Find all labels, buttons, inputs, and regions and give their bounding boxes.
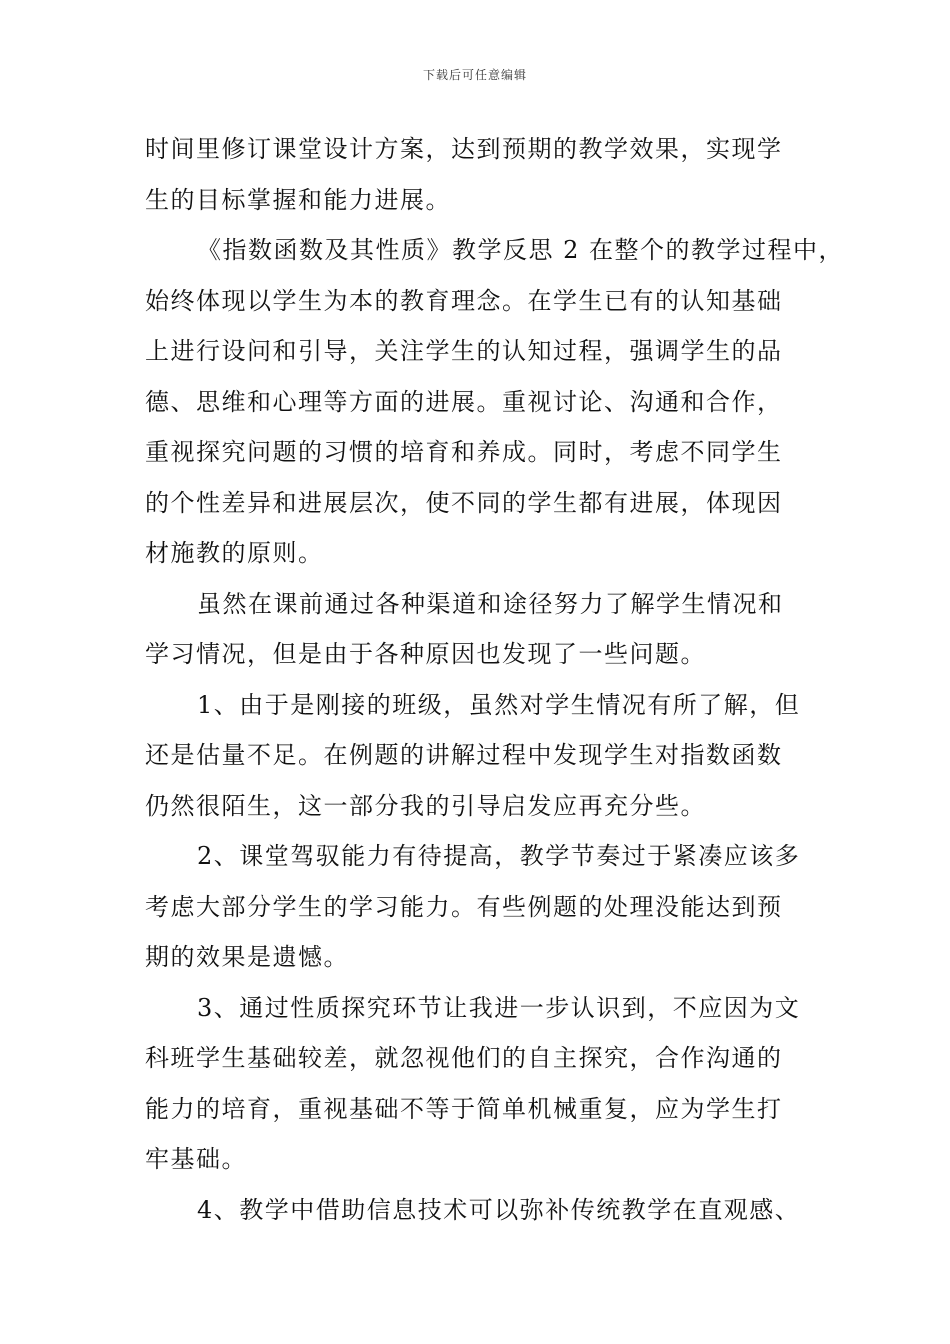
text-line: 仍然很陌生，这一部分我的引导启发应再充分些。 <box>145 791 706 820</box>
paragraph-first-line: 虽然在课前通过各种渠道和途径努力了解学生情况和 <box>197 589 784 618</box>
text-line: 学习情况，但是由于各种原因也发现了一些问题。 <box>145 640 706 668</box>
page-header-note: 下载后可任意编辑 <box>422 68 527 82</box>
paragraph-first-line: 2、课堂驾驭能力有待提高，教学节奏过于紧凑应该多 <box>197 842 801 870</box>
text-line: 的个性差异和进展层次，使不同的学生都有进展，体现因 <box>145 488 783 517</box>
text-line: 材施教的原则。 <box>145 539 324 567</box>
text-line: 牢基础。 <box>145 1145 247 1173</box>
paragraph-first-line: 3、通过性质探究环节让我进一步认识到，不应因为文 <box>197 993 801 1022</box>
text-line: 科班学生基础较差，就忽视他们的自主探究，合作沟通的 <box>145 1044 783 1072</box>
paragraph-first-line: 1、由于是刚接的班级，虽然对学生情况有所了解，但 <box>197 690 801 719</box>
text-line: 能力的培育，重视基础不等于简单机械重复，应为学生打 <box>145 1094 783 1123</box>
paragraph-first-line: 4、教学中借助信息技术可以弥补传统教学在直观感、 <box>197 1195 801 1224</box>
text-line: 还是估量不足。在例题的讲解过程中发现学生对指数函数 <box>145 741 783 769</box>
text-line: 上进行设问和引导，关注学生的认知过程，强调学生的品 <box>145 337 783 365</box>
text-line: 期的效果是遗憾。 <box>145 943 349 971</box>
text-line: 始终体现以学生为本的教育理念。在学生已有的认知基础 <box>145 286 783 315</box>
text-line: 生的目标掌握和能力进展。 <box>145 185 451 214</box>
text-line: 考虑大部分学生的学习能力。有些例题的处理没能达到预 <box>145 892 783 921</box>
document-body <box>145 124 845 1235</box>
text-line: 重视探究问题的习惯的培育和养成。同时，考虑不同学生 <box>145 438 783 466</box>
text-line: 时间里修订课堂设计方案，达到预期的教学效果，实现学 <box>145 135 783 163</box>
text-line: 德、思维和心理等方面的进展。重视讨论、沟通和合作， <box>145 387 783 416</box>
paragraph-first-line: 《指数函数及其性质》教学反思 2 在整个的教学过程中， <box>197 236 845 264</box>
